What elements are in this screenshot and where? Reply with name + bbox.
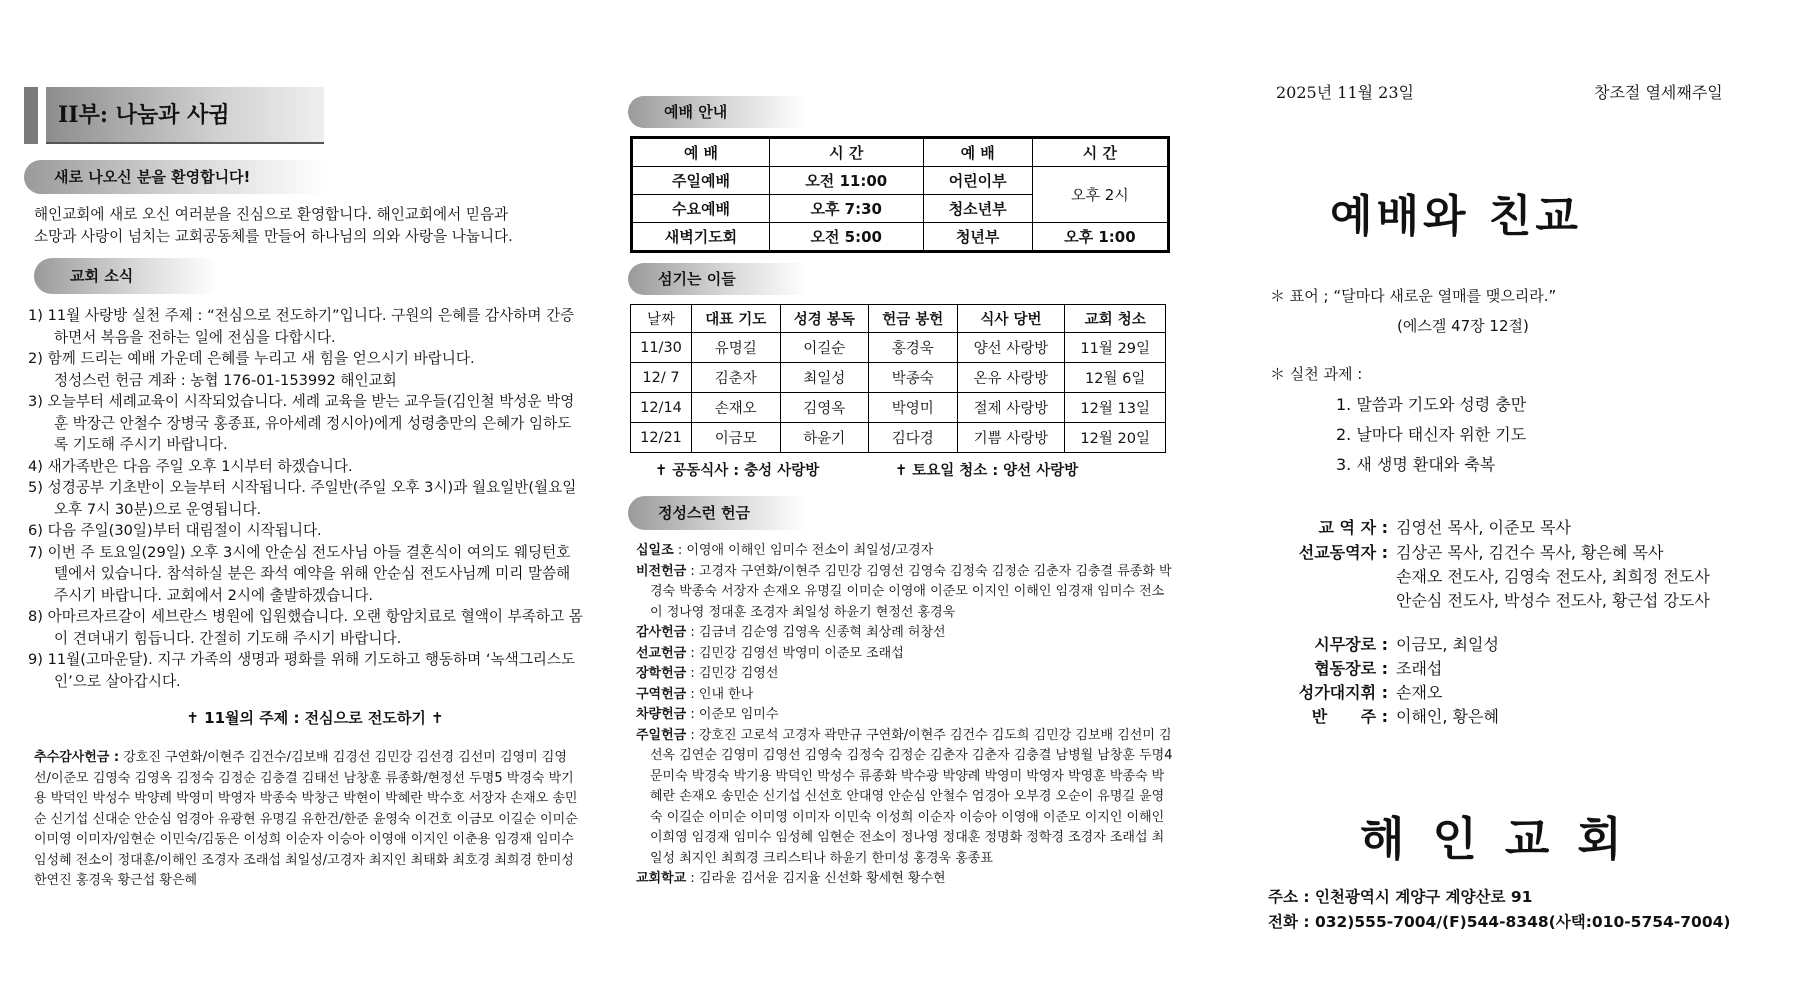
servers-cell: 양선 사랑방 [957,333,1065,363]
offering-row: 감사헌금 : 김금녀 김순영 김영옥 신종혁 최상례 허창선 [636,625,946,640]
worship-th-3: 예 배 [923,138,1032,167]
address-line [1268,885,1532,907]
phone-label: 전화 : [1268,913,1310,931]
servers-cell: 기쁨 사랑방 [957,423,1065,453]
offering-label: 십일조 [636,543,674,558]
main-title: 예배와 친교 [1330,191,1582,242]
news-item-1: 1) 11월 사랑방 실천 주제 : “전심으로 전도하기”입니다. 구원의 은혜를 감사하며 간증하면서 복음을 전하는 일에 전심을 다합시다. [28,307,575,346]
servers-cell: 최일성 [780,363,869,393]
address-label: 주소 : [1268,888,1310,906]
servers-header [628,263,808,295]
offering-row: 장학헌금 : 김민강 김영선 [636,666,779,681]
servers-cell: 11월 29일 [1065,333,1166,363]
motto-line [1270,285,1556,306]
worship-header [628,96,808,128]
servers-th: 성경 봉독 [780,305,869,333]
servers-th: 식사 당번 [957,305,1065,333]
servers-header-text: 섬기는 이들 [658,270,736,288]
servers-cell: 박영미 [869,393,958,423]
servers-cell: 12월 20일 [1065,423,1166,453]
offering-names: 강호진 고로석 고경자 곽만규 구연화/이현주 김건수 김도희 김민강 김보배 김선미 김선옥 김연순 김영미 김영선 김영숙 김정숙 김정순 김춘자 김춘자 김충결 남병월 남창훈 두명4 문미숙 박경숙 박기용 박덕인 박성수 류종화 박수광 박양례 박영미 박영자 박영훈 박종숙 박혜란 손재오 송민순 신기섭 신선호 안대영 안순심 안철수 엄경아 오부경 오순이 유명길 윤영숙 이길순 이미순 이미영 이미자 이민숙 이성희 이순자 이승아 이영애 이준모 이지인 이해인 이희영 임경재 임미수 임성혜 임현순 전소이 정나영 정대훈 정명화 정학경 조경자 조래섭 최일성 최지인 최희경 크리스티나 하윤기 한미성 홍경욱 홍종표 [650,727,1173,866]
staff-role: 교 역 자 : [1318,518,1388,537]
welcome-text [34,204,594,248]
news-list [28,305,583,692]
thanks-offering [34,748,579,892]
servers-cell: 12월 6일 [1065,363,1166,393]
servers-cell: 온유 사랑방 [957,363,1065,393]
season: 창조절 열세째주일 [1594,83,1723,102]
tasks-label: ＊ 실천 과제 : [1270,365,1363,383]
offering-header [628,496,808,530]
worship-cell: 오후 2시 [1032,167,1168,223]
offering-label: 구역헌금 [636,686,687,702]
elder-role: 성가대지휘 : [1298,683,1388,702]
news-item-5: 5) 성경공부 기초반이 오늘부터 시작됩니다. 주일반(주일 오후 3시)과 월요일반(월요일 오후 7시 30분)으로 운영됩니다. [28,479,577,518]
task-2: 2. 날마다 태신자 위한 기도 [1336,425,1527,444]
servers-th: 날짜 [631,305,692,333]
phone: 032)555-7004/(F)544-8348(사택:010-5754-7004) [1314,913,1731,931]
offering-names: 김민강 김영선 [698,666,779,681]
part-title-marker [24,87,38,144]
offering-row: 구역헌금 : 인내 한나 [636,686,754,702]
welcome-header-text: 새로 나오신 분을 환영합니다! [54,168,251,186]
servers-cell: 김춘자 [692,363,781,393]
motto-label: ＊ 표어 ; [1270,287,1334,305]
elder-role: 협동장로 : [1314,659,1388,678]
offering-names: 김금녀 김순영 김영옥 신종혁 최상례 허창선 [698,625,946,640]
offering-label: 선교헌금 [636,645,687,661]
offering-row: 교회학교 : 김라윤 김서윤 김지율 신선화 황세현 황수현 [636,871,946,886]
task-3: 3. 새 생명 환대와 축복 [1336,455,1496,474]
news-header [34,258,218,294]
news-item-9: 9) 11월(고마운달). 지구 가족의 생명과 평화를 위해 기도하고 행동하며 ‘녹색그리스도인’으로 살아갑시다. [28,651,576,690]
offering-label: 교회학교 [636,871,687,886]
offering-header-text: 정성스런 헌금 [658,504,751,522]
staff-names: 안순심 전도사, 박성수 전도사, 황근섭 강도사 [1396,591,1710,610]
offering-row: 주일헌금 : 강호진 고로석 고경자 곽만규 구연화/이현주 김건수 김도희 김민강 김보배 김선미 김선옥 김연순 김영미 김영선 김영숙 김정숙 김정순 김춘자 김춘자 김충결 남병월 남창훈 두명4 문미숙 박경숙 박기용 박덕인 박성수 류종화 박수광 박양례 박영미 박영자 박영훈 박종숙 박혜란 손재오 송민순 신기섭 신선호 안대영 안순심 안철수 엄경아 오부경 오순이 유명길 윤영숙 이길순 이미순 이미영 이미자 이민숙 이성희 이순자 이승아 이영애 이준모 이지인 이해인 이희영 임경재 임미수 임성혜 임현순 전소이 정나영 정대훈 정명화 정학경 조경자 조래섭 최일성 최지인 최희경 크리스티나 하윤기 한미성 홍경욱 홍종표 [636,727,1173,866]
servers-cell: 12/14 [631,393,692,423]
worship-cell: 어린이부 [923,167,1032,195]
motto-ref: (에스겔 47장 12절) [1397,317,1529,335]
servers-cell: 이금모 [692,423,781,453]
offering-row: 십일조 : 이영애 이해인 임미수 전소이 최일성/고경자 [636,543,934,558]
elder-names: 손재오 [1396,683,1443,702]
meal-note: ✝ 공동식사 : 충성 사랑방 [655,463,820,479]
servers-cell: 11/30 [631,333,692,363]
servers-cell: 홍경욱 [869,333,958,363]
part-title-text: II부: 나눔과 사귐 [58,102,230,128]
offering-names: 김라윤 김서윤 김지율 신선화 황세현 황수현 [698,871,946,886]
servers-cell: 12/21 [631,423,692,453]
worship-cell: 주일예배 [632,167,770,195]
clean-note: ✝ 토요일 청소 : 양선 사랑방 [895,463,1079,479]
task-1: 1. 말씀과 기도와 성령 충만 [1336,395,1527,414]
elder-names: 조래섭 [1396,659,1443,678]
worship-table [630,136,1170,253]
staff-names: 손재오 전도사, 김영숙 전도사, 최희정 전도사 [1396,567,1710,586]
servers-th: 교회 청소 [1065,305,1166,333]
news-item-7: 7) 이번 주 토요일(29일) 오후 3시에 안순심 전도사님 아들 결혼식이 여의도 웨딩턴호텔에서 있습니다. 참석하실 분은 좌석 예약을 위해 안순심 전도사님께 미리 말씀해 주시기 바랍니다. 교회에서 2시에 출발하겠습니다. [28,543,571,604]
address: 인천광역시 계양구 계양산로 91 [1314,888,1533,906]
offering-label: 감사헌금 [636,625,687,640]
servers-th: 대표 기도 [692,305,781,333]
news-header-text: 교회 소식 [70,267,134,285]
worship-header-text: 예배 안내 [664,103,728,121]
elder-names: 이금모, 최일성 [1396,635,1499,654]
news-account: 정성스런 헌금 계좌 : 농협 176-01-153992 해인교회 [54,371,397,389]
worship-cell: 청소년부 [923,195,1032,223]
worship-cell: 오후 7:30 [769,195,923,223]
offering-label: 장학헌금 [636,666,687,681]
servers-table [630,304,1166,453]
worship-cell: 새벽기도회 [632,223,770,252]
worship-cell: 오전 5:00 [769,223,923,252]
news-item-2: 2) 함께 드리는 예배 가운데 은혜를 누리고 새 힘을 얻으시기 바랍니다. [28,350,475,367]
staff-names: 김상곤 목사, 김건수 목사, 황은혜 목사 [1396,543,1664,562]
welcome-header [24,160,326,194]
servers-cell: 12/ 7 [631,363,692,393]
servers-cell: 12월 13일 [1065,393,1166,423]
worship-th-4: 시 간 [1032,138,1168,167]
offering-label: 비전헌금 [636,563,687,579]
offering-names: 이준모 임미수 [698,707,779,722]
welcome-line-2: 소망과 사랑이 넘치는 교회공동체를 만들어 하나님의 의와 사랑을 나눕니다. [34,228,513,245]
staff-role: 선교동역자 : [1298,543,1388,562]
offering-list [636,541,1174,890]
motto: “달마다 새로운 열매를 맺으리라.” [1333,287,1557,305]
news-item-3: 3) 오늘부터 세례교육이 시작되었습니다. 세례 교육을 받는 교우들(김인철 박성운 박영훈 박장근 안철수 장병국 홍종표, 유아세례 정시아)에게 성령충만의 은혜가 임하도록 기도해 주시기 바랍니다. [28,393,575,453]
offering-names: 인내 한나 [698,686,754,702]
offering-names: 고경자 구연화/이현주 김민강 김영선 김영숙 김정숙 김정순 김춘자 김충결 류종화 박경숙 박종숙 서장자 손재오 유명길 이미순 이영애 이준모 이지인 이해인 임경재 임미수 전소이 정나영 정대훈 조경자 최일성 하윤기 현정선 홍경욱 [650,563,1172,620]
servers-cell: 절제 사랑방 [957,393,1065,423]
servers-cell: 박종숙 [869,363,958,393]
offering-label: 주일헌금 [636,727,687,743]
offering-row: 선교헌금 : 김민강 김영선 박영미 이준모 조래섭 [636,645,904,661]
offering-label: 차량헌금 [636,707,687,722]
staff-names: 김영선 목사, 이준모 목사 [1396,518,1571,537]
thanks-offering-names: 강호진 구연화/이현주 김건수/김보배 김경선 김민강 김선경 김선미 김영미 김영선/이준모 김영숙 김영옥 김정숙 김정순 김충결 김태선 남창훈 류종화/현정선 두명5 박경숙 박기용 박덕인 박성수 박양례 박영미 박영자 박종숙 박창근 박현이 박혜란 박수호 서장자 손재오 송민순 신기섭 신대순 안순심 엄경아 유광현 유명길 유한건/한준 윤영숙 이건호 이금모 이길순 이미순 이미영 이미자/임현순 이민숙/김동은 이성희 이순자 이승아 이영애 이지인 이춘용 임경재 임미수 임성혜 전소이 정대훈/이해인 조경자 조래섭 최일성/고경자 최지인 최태화 최호경 최희경 한미성 한연진 홍경욱 황근섭 황은혜 [34,750,578,888]
offering-names: 김민강 김영선 박영미 이준모 조래섭 [698,645,904,661]
elder-role: 시무장로 : [1314,635,1388,654]
offering-row: 차량헌금 : 이준모 임미수 [636,707,779,722]
servers-cell: 손재오 [692,393,781,423]
servers-cell: 김영옥 [780,393,869,423]
servers-cell: 이길순 [780,333,869,363]
phone-line [1268,910,1730,932]
servers-th: 헌금 봉헌 [869,305,958,333]
church-name: 해 인 교 회 [1360,812,1628,866]
worship-cell: 청년부 [923,223,1032,252]
elder-role: 반 주 : [1311,707,1388,726]
worship-cell: 오전 11:00 [769,167,923,195]
worship-cell: 수요예배 [632,195,770,223]
welcome-line-1: 해인교회에 새로 오신 여러분을 진심으로 환영합니다. 해인교회에서 믿음과 [34,206,509,223]
servers-cell: 하윤기 [780,423,869,453]
news-item-8: 8) 아마르자르갈이 세브란스 병원에 입원했습니다. 오랜 항암치료로 혈액이 부족하고 몸이 견뎌내기 힘듭니다. 간절히 기도해 주시기 바랍니다. [28,608,583,647]
servers-cell: 김다경 [869,423,958,453]
elder-names: 이해인, 황은혜 [1396,707,1499,726]
news-item-4: 4) 새가족반은 다음 주일 오후 1시부터 하겠습니다. [28,457,353,475]
thanks-offering-label: 추수감사헌금 : [34,750,120,765]
offering-row: 비전헌금 : 고경자 구연화/이현주 김민강 김영선 김영숙 김정숙 김정순 김춘자 김충결 류종화 박경숙 박종숙 서장자 손재오 유명길 이미순 이영애 이준모 이지인 이해인 임경재 임미수 전소이 정나영 정대훈 조경자 최일성 하윤기 현정선 홍경욱 [636,563,1172,620]
worship-th-1: 예 배 [632,138,770,167]
worship-cell: 오후 1:00 [1032,223,1168,252]
monthly-theme: ✝ 11월의 주제 : 전심으로 전도하기 ✝ [186,709,444,727]
servers-cell: 유명길 [692,333,781,363]
worship-th-2: 시 간 [769,138,923,167]
date: 2025년 11월 23일 [1276,83,1414,102]
news-item-6: 6) 다음 주일(30일)부터 대림절이 시작됩니다. [28,522,322,539]
part-title [46,87,324,144]
offering-names: 이영애 이해인 임미수 전소이 최일성/고경자 [686,543,934,558]
